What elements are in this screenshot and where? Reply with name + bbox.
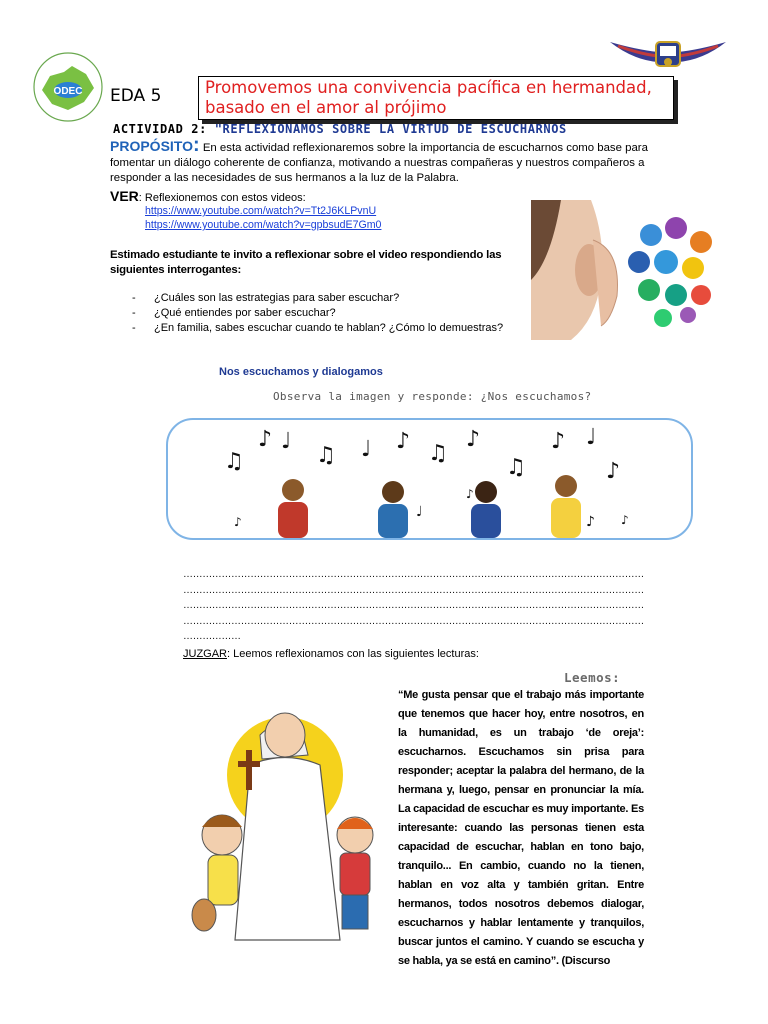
reading-heading: Leemos: <box>564 670 621 685</box>
question-list <box>132 291 503 336</box>
svg-text:♫: ♫ <box>224 449 244 474</box>
svg-text:♪: ♪ <box>586 514 595 530</box>
video-link-1[interactable]: https://www.youtube.com/watch?v=Tt2J6KLPvnU <box>145 205 377 217</box>
eda-label: EDA 5 <box>110 86 162 106</box>
svg-text:♪: ♪ <box>466 487 474 501</box>
svg-text:♩: ♩ <box>416 504 423 520</box>
svg-text:♪: ♪ <box>258 427 273 452</box>
svg-text:♫: ♫ <box>316 443 336 468</box>
music-listening-illustration <box>166 418 693 540</box>
winged-emblem-logo <box>608 32 728 76</box>
see-label: VER <box>110 188 139 204</box>
video-link-2[interactable]: https://www.youtube.com/watch?v=gpbsudE7Gm0 <box>145 219 382 231</box>
judge-section <box>183 648 479 660</box>
logo-text: ODEC <box>53 86 83 97</box>
listening-ear-photo <box>531 200 721 340</box>
pope-with-children-illustration <box>190 695 390 947</box>
see-text: : Reflexionemos con estos videos: <box>138 192 306 204</box>
purpose-text: En esta actividad reflexionaremos sobre la importancia de escucharnos como base para fomentar un diálogo coherente de confianza, motivando a nuestras compañeras y nuestros compañeros a responder a las necesidades de sus hermanos a la luz de la Palabra. <box>110 142 648 184</box>
observe-prompt: Observa la imagen y responde: ¿Nos escuchamos? <box>273 390 592 403</box>
question-item: - ¿En familia, sabes escuchar cuando te hablan? ¿Cómo lo demuestras? <box>132 321 503 336</box>
answer-lines[interactable]: ……………………………………………………………………………………………………………………………… ……………………………………………………………………………………………………………………………… ……………………………………………………………………………………………………………………………… ……………………………………………………………………………………………………………………………… ……………… <box>183 569 644 642</box>
svg-text:♪: ♪ <box>234 515 242 529</box>
instruction-text: Estimado estudiante te invito a reflexionar sobre el video respondiendo las siguientes interrogantes: <box>110 249 502 276</box>
reading-quote: “Me gusta pensar que el trabajo más importante que tenemos que hacer hoy, entre nosotros, en la humanidad, es un trabajo ‘de oreja’: escucharnos. Escuchamos sin prisa para responder; aceptar la palabra del hermano, de la hermana y, luego, pensar en pronunciar la mía. La capacidad de escuchar es muy importante. Es interesante: cuando las personas tienen esta capacidad de escuchar, hablan en tono bajo, tranquilo... En cambio, cuando no la tienen, hablan en voz alta y también gritan. Entre hermanos, todos nosotros debemos dialogar, escucharnos y hablar lentamente y tranquilos, buscar juntos el camino. Y cuando se escucha y se habla, ya se está en camino”. (Discurso <box>398 689 644 967</box>
see-section <box>110 188 306 204</box>
svg-text:♪: ♪ <box>466 427 481 452</box>
activity-title: "REFLEXIONAMOS SOBRE LA VIRTUD DE ESCUCHARNOS <box>214 122 567 136</box>
odec-logo <box>28 50 108 124</box>
svg-text:♩: ♩ <box>281 429 292 454</box>
svg-text:♪: ♪ <box>606 459 621 484</box>
section-title: Nos escuchamos y dialogamos <box>219 366 383 378</box>
purpose-paragraph <box>110 134 670 186</box>
svg-text:♫: ♫ <box>506 455 526 480</box>
svg-text:♪: ♪ <box>551 429 566 454</box>
purpose-label: PROPÓSITO: <box>110 134 200 156</box>
question-item: - ¿Cuáles son las estrategias para saber escuchar? <box>132 291 503 306</box>
page-title: Promovemos una convivencia pacífica en hermandad, basado en el amor al prójimo <box>198 76 674 120</box>
question-item: - ¿Qué entiendes por saber escuchar? <box>132 306 503 321</box>
judge-label: JUZGAR <box>183 648 227 660</box>
svg-text:♫: ♫ <box>428 441 448 466</box>
activity-heading <box>113 122 567 136</box>
svg-text:♪: ♪ <box>396 429 411 454</box>
svg-text:♪: ♪ <box>621 513 629 527</box>
svg-text:♩: ♩ <box>586 425 597 450</box>
svg-text:♩: ♩ <box>361 437 372 462</box>
judge-text: : Leemos reflexionamos con las siguientes lecturas: <box>227 648 479 660</box>
activity-label: ACTIVIDAD 2: <box>113 122 207 136</box>
